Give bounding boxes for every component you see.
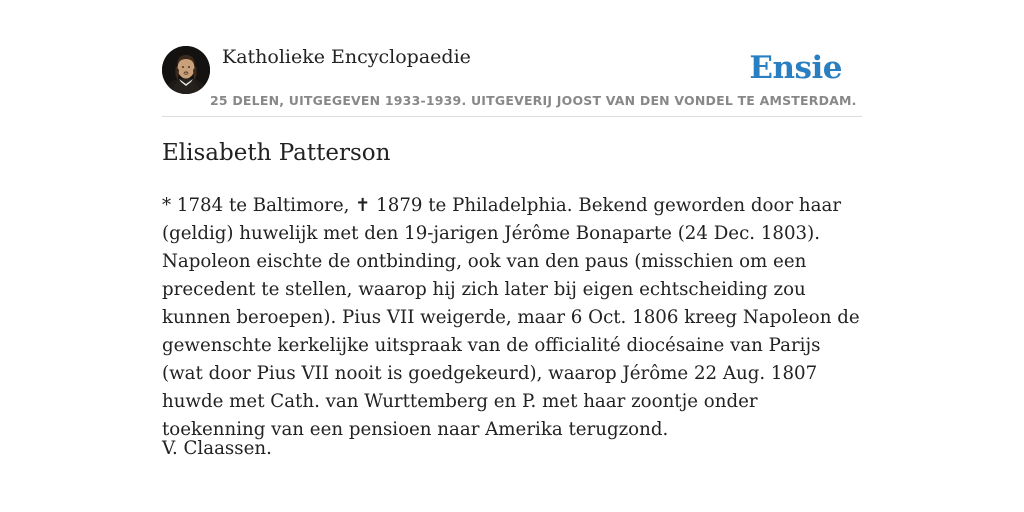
source-title[interactable]: Katholieke Encyclopaedie [222,46,471,68]
article-body: * 1784 te Baltimore, ✝ 1879 te Philadelphia. Bekend geworden door haar (geldig) huwelijk met den 19-jarigen Jérôme Bonaparte (24 Dec. 1803). Napoleon eischte de ontbinding, ook van den paus (misschien om een precedent te stellen, waarop hij zich later bij eigen echtscheiding zou kunnen beroepen). Pius VII weigerde, maar 6 Oct. 1806 kreeg Napoleon de gewenschte kerkelijke uitspraak van de officialité diocésaine van Parijs (wat door Pius VII nooit is goedgekeurd), waarop Jérôme 22 Aug. 1807 huwde met Cath. van Wurttemberg en P. met haar zoontje onder toekenning van een pensioen naar Amerika terugzond. [162,195,860,440]
source-subtitle: 25 DELEN, UITGEGEVEN 1933-1939. UITGEVERIJ JOOST VAN DEN VONDEL TE AMSTERDAM. [210,93,857,108]
page-content [162,0,862,459]
source-header [162,0,862,117]
article-author: V. Claassen. [162,438,272,459]
portrait-avatar-icon[interactable] [162,46,210,94]
ensie-logo[interactable]: Ensie [749,50,842,86]
article-title: Elisabeth Patterson [162,140,391,166]
